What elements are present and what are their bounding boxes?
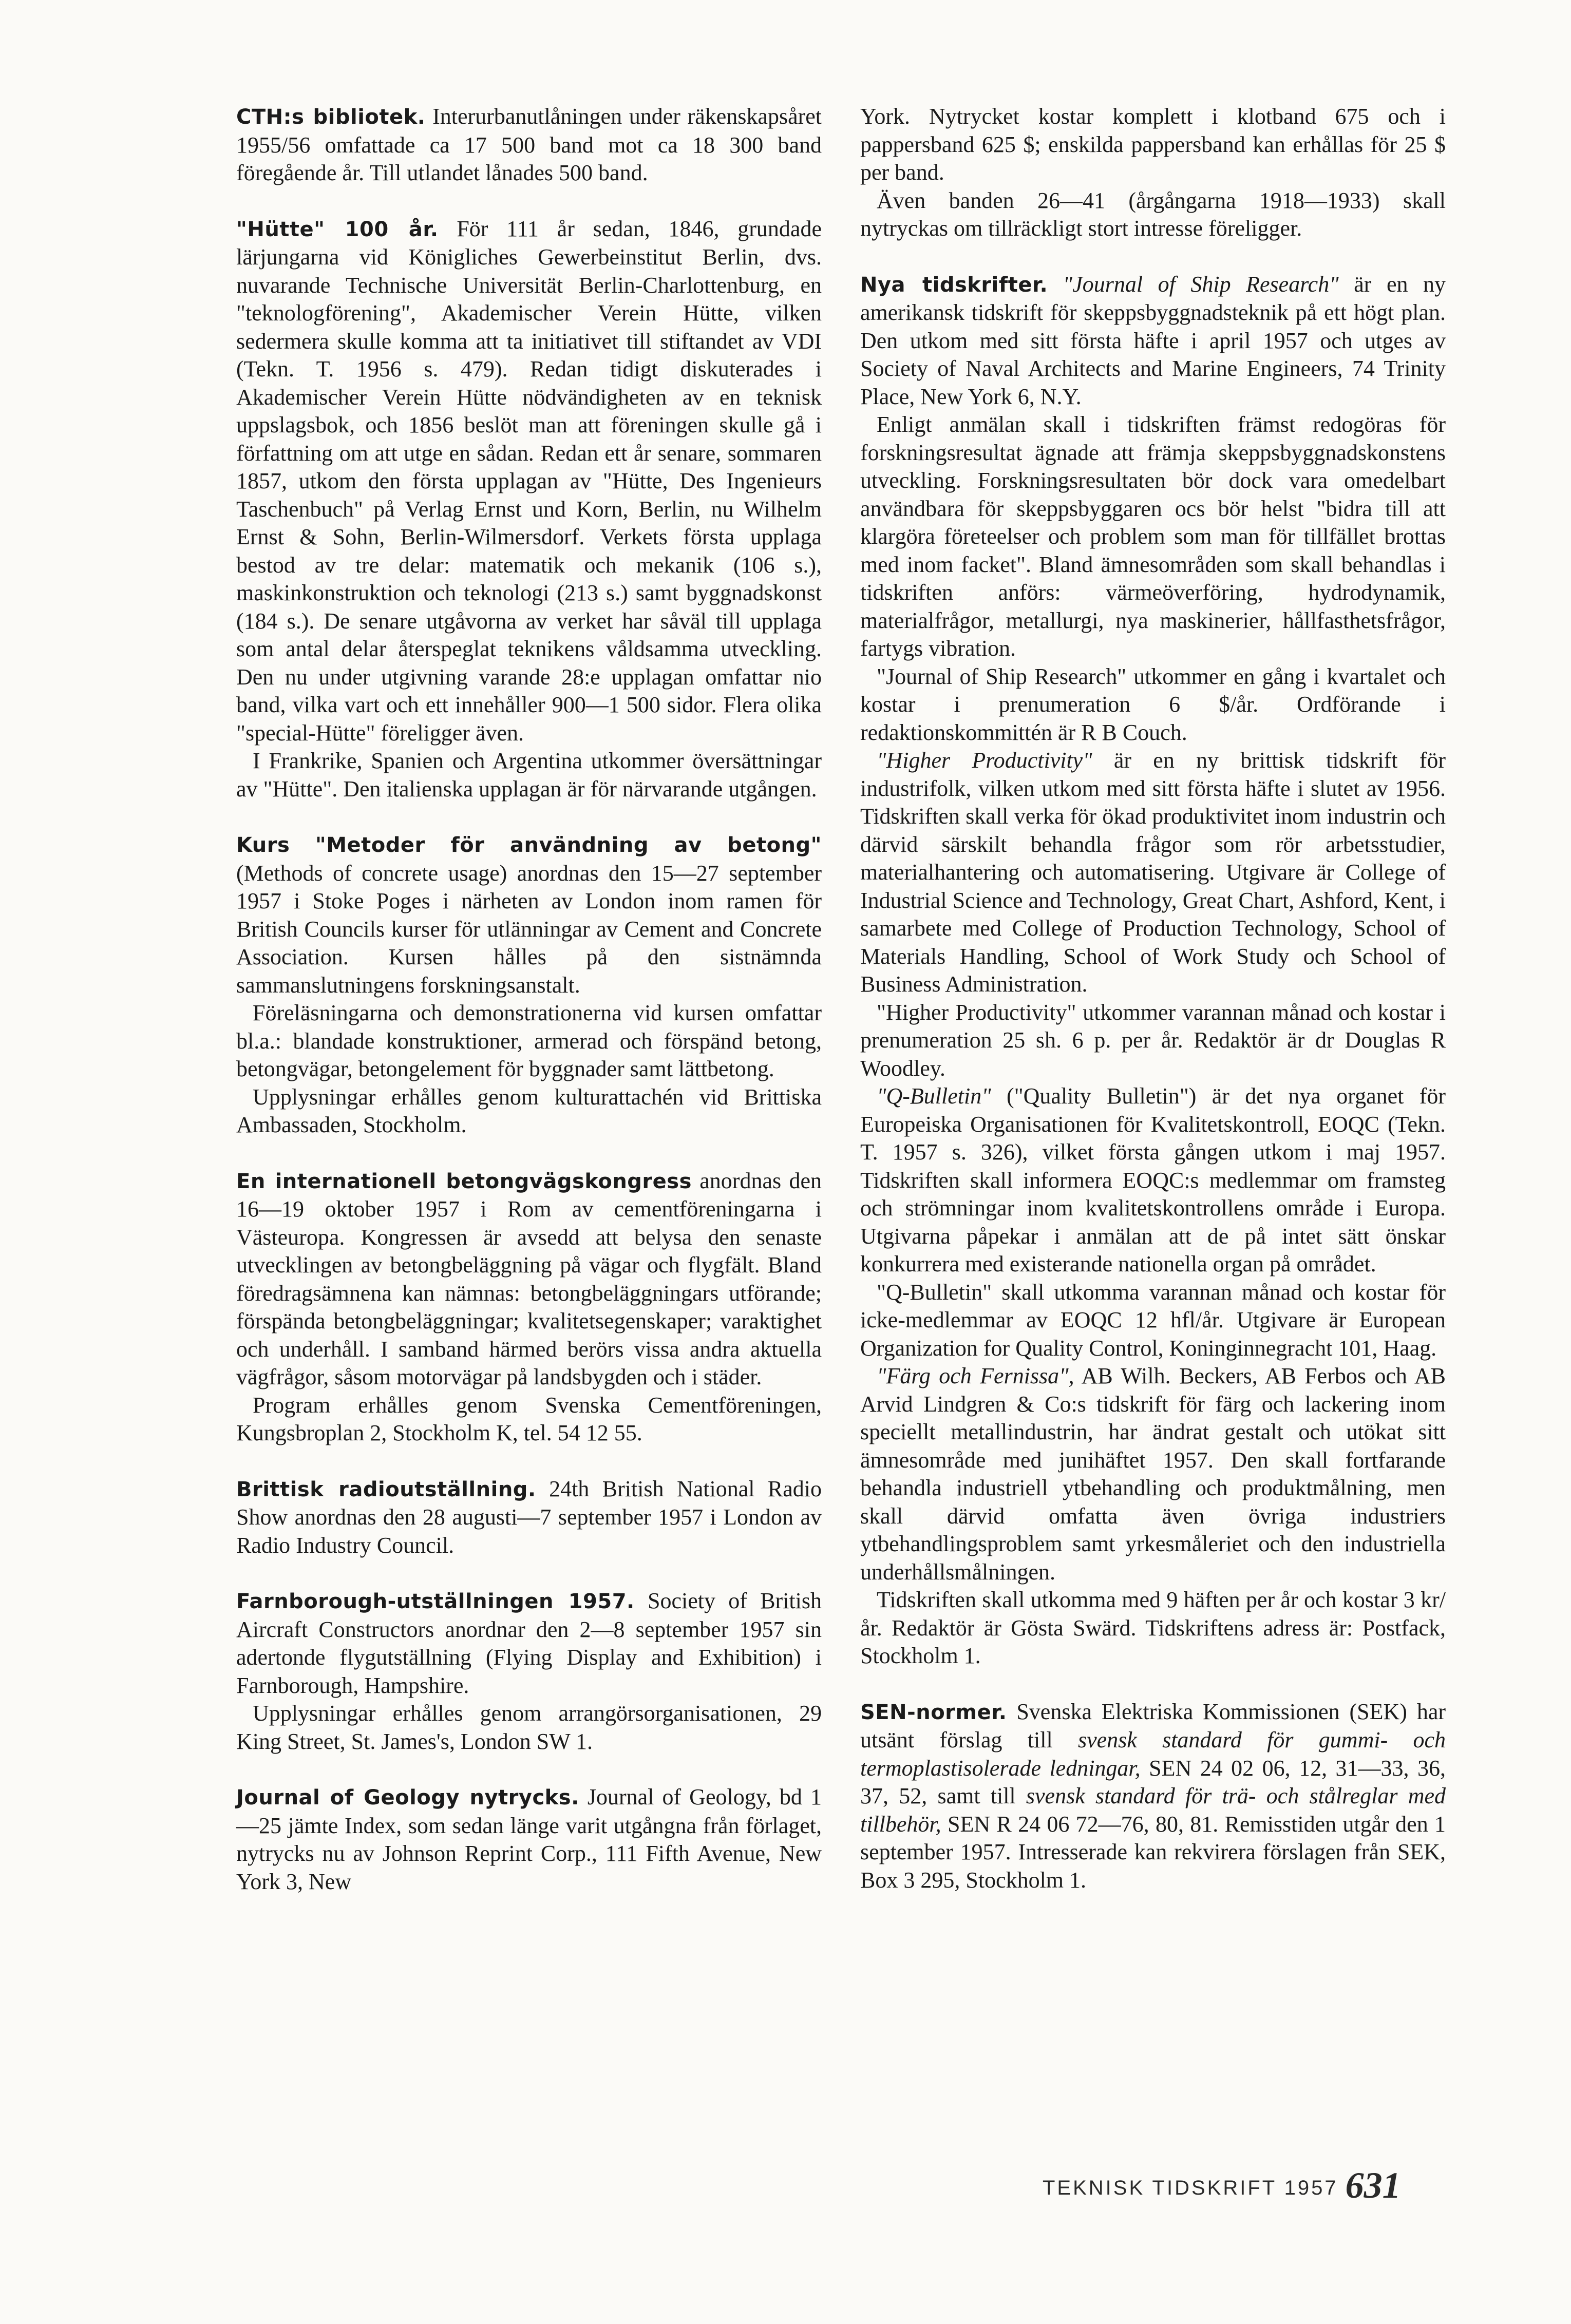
article-text: SEN R 24 06 72—76, 80, 81. Remisstiden utgår den 1 september 1957. Intresserade kan rekvirera förslagen från SEK, Box 3 295, Stockholm 1. [860,1811,1446,1893]
standard-title: svensk standard för trä- och stålreglar med tillbehör, [860,1783,1446,1837]
article-paragraph: "Q-Bulletin" skall utkomma varannan månad och kostar för icke-medlemmar av EOQC 12 hfl/år. Utgivare är European Organization for Quality Control, Koninginnegracht 101, Haag. [860,1279,1446,1361]
journal-title: "Higher Productivity" [877,748,1092,773]
article-heading: En internationell betongvägskongress [236,1169,692,1193]
article-journal-of-geology-continued [860,103,1446,243]
article-paragraph [236,831,822,999]
article-text: ("Quality Bulletin") är det nya organet för Europeiska Organisationen för Kvalitetskontroll, EOQC (Tekn. T. 1957 s. 326), vilket första gången utkom i maj 1957. Tidskriften skall informera EOQC:s medlemmar om framsteg och strömningar inom kvalitetskontrollens område i Europa. Utgivarna påpekar i anmälan att de på intet sätt önskar konkurrera med existerande nationella organ på området. [860,1083,1446,1277]
article-text: Journal of Geology, bd 1—25 jämte Index, som sedan länge varit utgångna från förlaget, nytrycks nu av Johnson Reprint Corp., 111 Fifth Avenue, New York 3, New [236,1784,822,1894]
article-paragraph: "Higher Productivity" utkommer varannan månad och kostar i prenumeration 25 sh. 6 p. per år. Redaktör är dr Douglas R Woodley. [860,999,1446,1081]
article-text: Interurbanutlåningen under räkenskapsåret 1955/56 omfattade ca 17 500 band mot ca 18 300 band föregående år. Till utlandet lånades 500 band. [236,104,822,185]
article-heading: CTH:s bibliotek. [236,105,426,129]
article-paragraph [236,103,822,187]
article-paragraph [860,1698,1446,1895]
article-text: SEN 24 02 06, 12, 31—33, 36, 37, 52, samt till [860,1755,1446,1808]
left-column [236,103,822,1923]
article-farnborough [236,1587,822,1756]
page-number: 631 [1345,2165,1401,2206]
article-paragraph [236,1167,822,1392]
journal-name: TEKNISK TIDSKRIFT 1957 [1043,2177,1338,2199]
article-text: anordnas den 16—19 oktober 1957 i Rom av cementföreningarna i Västeuropa. Kongressen är avsedd att belysa den senaste utvecklingen av betongbeläggning på vägar och flygfält. Bland föredragsämnena kan nämnas: betongbeläggningars utförande; förspända betongbeläggningar; kvalitetsegenskaper; varaktighet och underhåll. I samband härmed berörs vissa andra aktuella vägfrågor, såsom motorvägar på landsbygden och i städer. [236,1168,822,1389]
article-paragraph: Upplysningar erhålles genom kulturattachén vid Brittiska Ambassaden, Stockholm. [236,1084,822,1137]
article-text: För 111 år sedan, 1846, grundade lärjungarna vid Königliches Gewerbeinstitut Berlin, dvs. nuvarande Technische Universität Berlin-Charlottenburg, en "teknologförening", Akademischer Verein Hütte, vilken sedermera skulle komma att ta initiativet till stiftandet av VDI (Tekn. T. 1956 s. 479). Redan tidigt diskuterades i Akademischer Verein Hütte nödvändigheten av en teknisk uppslagsbok, och 1856 beslöt man att föreningen skulle gå i författning om att utge en sådan. Redan ett år senare, sommaren 1857, utkom den första upplagan av "Hütte, Des Ingenieurs Taschenbuch" på Verlag Ernst und Korn, Berlin, nu Wilhelm Ernst & Sohn, Berlin-Wilmersdorf. Verkets första upplaga bestod av tre delar: matematik och mekanik (106 s.), maskinkonstruktion och teknologi (213 s.) samt byggnadskonst (184 s.). De senare utgåvorna av verket har såväl till upplaga som antal delar återspeglat teknikens våldsamma utveckling. Den nu under utgivning varande 28:e upplagan omfattar nio band, vilka vart och ett innehåller 900—1 500 sidor. Flera olika "special-Hütte" föreligger även. [236,216,822,746]
article-paragraph: Även banden 26—41 (årgångarna 1918—1933) skall nytryckas om tillräckligt stort intresse föreligger. [860,187,1446,241]
journal-title: "Journal of Ship Research" [1063,271,1339,297]
article-text: Society of British Aircraft Constructors anordnar den 2—8 september 1957 sin adertonde flygutställning (Flying Display and Exhibition) i Farnborough, Hampshire. [236,1588,822,1698]
article-text: (Methods of concrete usage) anordnas den 15—27 september 1957 i Stoke Poges i närheten av London inom ramen för British Councils kurser för utlänningar av Cement and Concrete Association. Kursen hålles på den sistnämnda sammanslutningens forskningsanstalt. [236,860,822,998]
article-cth-bibliotek [236,103,822,187]
standard-title: svensk standard för gummi- och termoplastisolerade ledningar, [860,1727,1446,1781]
article-text: AB Wilh. Beckers, AB Ferbos och AB Arvid Lindgren & Co:s tidskrift för färg och lackering inom speciellt metallindustrin, har ändrat gestalt och utökat sitt ämnesområde med junihäftet 1957. Den skall fortfarande behandla industriell ytbehandling och produktmålning, men skall därvid omfatta även övriga industriers ytbehandlingsproblem samt yrkesmåleriet och den industriella underhållsmålningen. [860,1363,1446,1585]
article-paragraph [860,1362,1446,1586]
article-heading: Nya tidskrifter. [860,273,1048,297]
article-paragraph: Enligt anmälan skall i tidskriften främst redogöras för forskningsresultat ägnade att främja skeppsbyggnadskonstens utveckling. Forskningsresultaten bör dock vara omedelbart användbara för skeppsbyggaren ocs bör helst "bidra till att klargöra företeelser och problem som man för tillfället brottas med inom facket". Bland ämnesområden som skall behandlas i tidskriften anförs: värmeöverföring, hydrodynamik, materialfrågor, metallurgi, nya maskinerier, hållfasthetsfrågor, fartygs vibration. [860,412,1446,661]
article-paragraph [236,1475,822,1560]
article-heading: SEN-normer. [860,1700,1007,1724]
article-sen-normer [860,1698,1446,1895]
article-hutte [236,215,822,804]
article-heading: Kurs "Metoder för användning av betong" [236,833,822,857]
article-paragraph [860,747,1446,999]
article-paragraph [236,1783,822,1896]
article-paragraph: "Journal of Ship Research" utkommer en gång i kvartalet och kostar i prenumeration 6 $/år. Ordförande i redaktionskommittén är R B Couch. [860,663,1446,745]
article-text: 24th British National Radio Show anordnas den 28 augusti—7 september 1957 i London av Radio Industry Council. [236,1476,822,1558]
article-paragraph: I Frankrike, Spanien och Argentina utkommer översättningar av "Hütte". Den italienska upplagan är för närvarande utgången. [236,748,822,802]
article-paragraph [860,271,1446,411]
article-text: är en ny amerikansk tidskrift för skeppsbyggnadsteknik på ett högt plan. Den utkom med sitt första häfte i april 1957 och utges av Society of Naval Architects and Marine Engineers, 74 Trinity Place, New York 6, N.Y. [860,271,1446,409]
article-nya-tidskrifter [860,271,1446,1670]
article-paragraph: York. Nytrycket kostar komplett i klotband 675 och i pappersband 625 $; enskilda pappersband kan erhållas för 25 $ per band. [860,104,1446,185]
article-paragraph: Upplysningar erhålles genom arrangörsorganisationen, 29 King Street, St. James's, London SW 1. [236,1701,822,1754]
article-heading: Journal of Geology nytrycks. [236,1786,579,1809]
article-heading: "Hütte" 100 år. [236,217,439,241]
journal-title: "Färg och Fernissa", [877,1363,1074,1388]
article-paragraph [236,1587,822,1700]
article-heading: Brittisk radioutställning. [236,1477,536,1501]
article-betongvagskongress [236,1167,822,1447]
article-text: Svenska Elektriska Kommissionen (SEK) har utsänt förslag till [860,1699,1446,1752]
page-footer [1043,2164,1401,2207]
article-heading: Farnborough-utställningen 1957. [236,1590,635,1613]
article-paragraph: Tidskriften skall utkomma med 9 häften per år och kostar 3 kr/år. Redaktör är Gösta Swärd. Tidskriftens adress är: Postfack, Stockholm 1. [860,1587,1446,1668]
article-paragraph: Program erhålles genom Svenska Cementföreningen, Kungsbroplan 2, Stockholm K, tel. 54 12 55. [236,1392,822,1445]
article-text: är en ny brittisk tidskrift för industrifolk, vilken utkom med sitt första häfte i slutet av 1956. Tidskriften skall verka för ökad produktivitet inom industrin och därvid särskilt behandla frågor som rör arbetsstudier, materialhantering och automatisering. Utgivare är College of Industrial Science and Technology, Great Chart, Ashford, Kent, i samarbete med College of Production Technology, School of Materials Handling, School of Work Study och School of Business Administration. [860,748,1446,997]
article-radioutstallning [236,1475,822,1560]
article-paragraph: Föreläsningarna och demonstrationerna vid kursen omfattar bl.a.: blandade konstruktioner, armerad och förspänd betong, betongvägar, betongelement för byggnader samt lättbetong. [236,1000,822,1081]
journal-title: "Q-Bulletin" [877,1083,991,1109]
article-paragraph [860,1082,1446,1279]
article-journal-of-geology [236,1783,822,1896]
article-kurs-betong [236,831,822,1139]
article-paragraph [236,215,822,748]
right-column [860,103,1446,1922]
